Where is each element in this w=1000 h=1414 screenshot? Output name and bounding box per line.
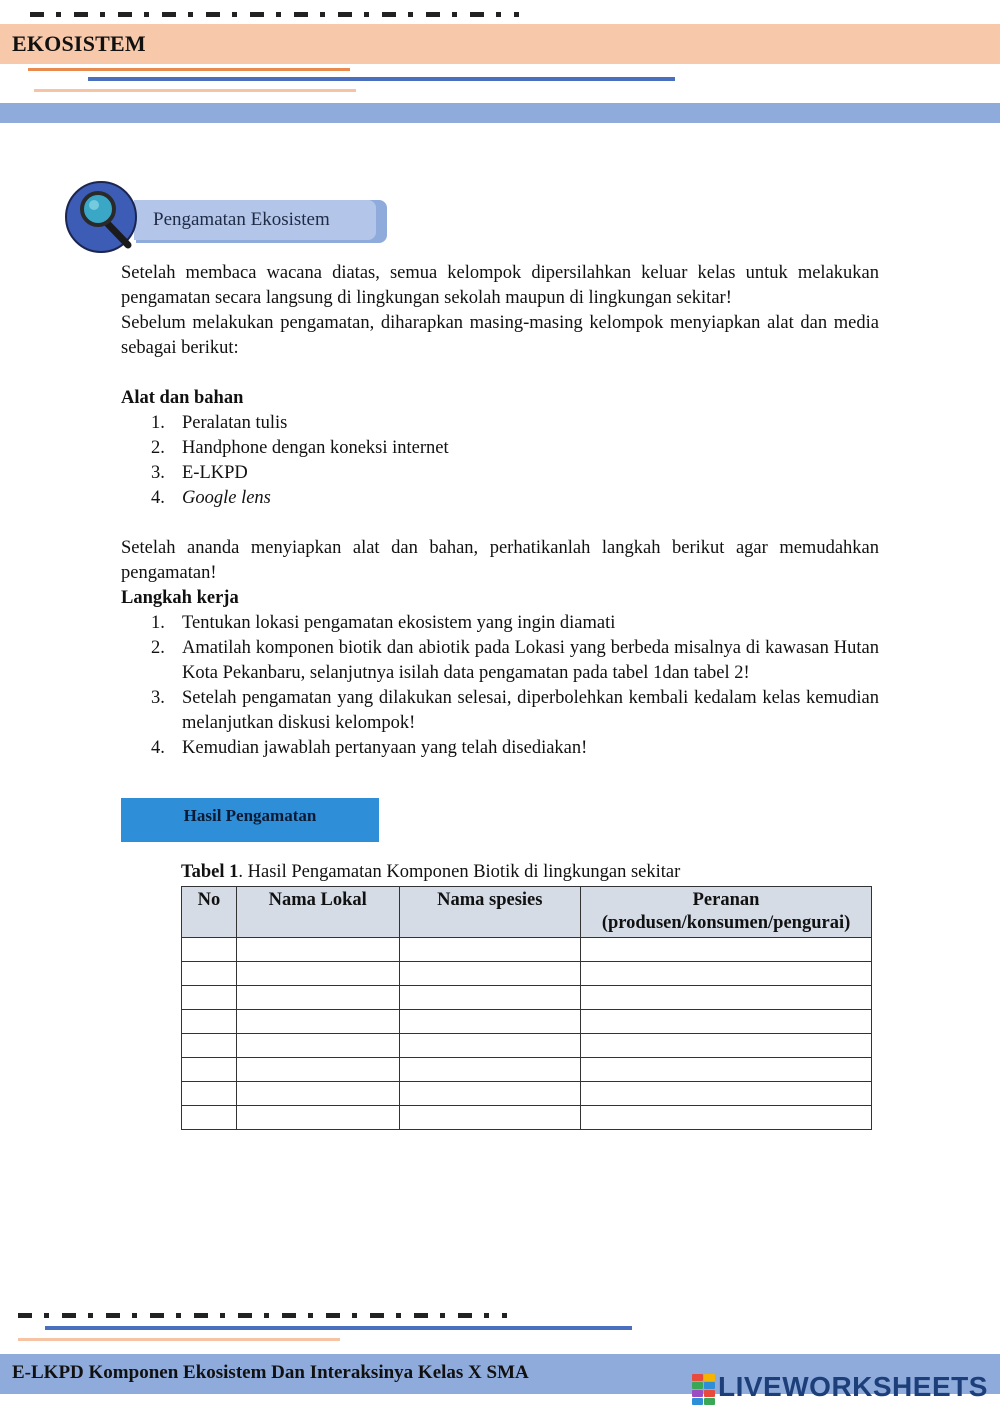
table-row [182,1010,872,1034]
magnifier-icon [64,181,142,259]
table-cell[interactable] [236,1058,399,1082]
table-cell[interactable] [236,962,399,986]
table-cell[interactable] [399,1034,581,1058]
section-badge-label: Pengamatan Ekosistem [153,209,330,230]
table-caption: Tabel 1. Hasil Pengamatan Komponen Biotik di lingkungan sekitar [181,862,681,882]
list-item: 4. Google lens [151,488,271,508]
header-underline-peach [34,89,356,92]
steps-heading: Langkah kerja [121,588,239,608]
list-item: 3. Setelah pengamatan yang dilakukan selesai, diperbolehkan kembali kedalam kelas kemudian melanjutkan diskusi kelompok! [151,688,879,733]
list-item: 2. Handphone dengan koneksi internet [151,438,449,458]
header-underline-blue [88,77,675,81]
column-header-nama-lokal: Nama Lokal [236,887,399,938]
table-row [182,1058,872,1082]
list-item: 2. Amatilah komponen biotik dan abiotik pada Lokasi yang berbeda misalnya di kawasan Hutan Kota Pekanbaru, selanjutnya isilah data pengamatan pada tabel 1dan tabel 2! [151,638,879,683]
table-row [182,986,872,1010]
table-cell[interactable] [182,1082,237,1106]
table-cell[interactable] [236,1106,399,1130]
table-cell[interactable] [182,1010,237,1034]
column-header-peranan: Peranan (produsen/konsumen/pengurai) [581,887,872,938]
table-cell[interactable] [581,1058,872,1082]
footer-line-peach [18,1338,340,1341]
transition-paragraph: Setelah ananda menyiapkan alat dan bahan, perhatikanlah langkah berikut agar memudahkan pengamatan! [121,538,879,583]
intro-paragraph-2: Sebelum melakukan pengamatan, diharapkan masing-masing kelompok menyiapkan alat dan media sebagai berikut: [121,313,879,358]
observation-table [181,886,872,1130]
table-cell[interactable] [581,1082,872,1106]
top-dash-decoration [30,12,540,18]
table-row [182,938,872,962]
table-cell[interactable] [399,962,581,986]
bottom-dash-decoration [18,1313,528,1319]
column-header-nama-spesies: Nama spesies [399,887,581,938]
table-cell[interactable] [236,1034,399,1058]
page-title: EKOSISTEM [12,31,146,56]
steps-list [121,611,879,761]
header-underline-orange [28,68,350,71]
table-cell[interactable] [581,962,872,986]
column-header-no: No [182,887,237,938]
header-band [0,24,1000,64]
table-header-row [182,887,872,938]
table-cell[interactable] [236,986,399,1010]
table-cell[interactable] [581,1010,872,1034]
table-cell[interactable] [581,1034,872,1058]
table-cell[interactable] [399,1058,581,1082]
table-cell[interactable] [581,986,872,1010]
materials-heading: Alat dan bahan [121,388,244,408]
list-item: 1. Peralatan tulis [151,413,288,433]
intro-paragraph-1: Setelah membaca wacana diatas, semua kelompok dipersilahkan keluar kelas untuk melakukan pengamatan secara langsung di lingkungan sekolah maupun di lingkungan sekitar! [121,263,879,308]
table-cell[interactable] [182,962,237,986]
table-cell[interactable] [182,1058,237,1082]
table-cell[interactable] [182,986,237,1010]
header-blue-band [0,103,1000,123]
footer-line-blue [45,1326,632,1330]
table-cell[interactable] [581,938,872,962]
table-cell[interactable] [399,986,581,1010]
table-cell[interactable] [399,1010,581,1034]
footer-title: E-LKPD Komponen Ekosistem Dan Interaksinya Kelas X SMA [12,1362,529,1383]
list-item: 4. Kemudian jawablah pertanyaan yang telah disediakan! [151,738,588,758]
results-label: Hasil Pengamatan [183,806,317,825]
list-item: 3. E-LKPD [151,463,248,483]
table-row [182,1082,872,1106]
table-cell[interactable] [236,1010,399,1034]
table-row [182,1106,872,1130]
table-cell[interactable] [236,938,399,962]
liveworksheets-logo-icon [692,1374,716,1406]
list-item: 1. Tentukan lokasi pengamatan ekosistem yang ingin diamati [151,613,616,633]
table-cell[interactable] [399,1082,581,1106]
table-cell[interactable] [236,1082,399,1106]
materials-list [121,411,879,511]
liveworksheets-logo-text: LIVEWORKSHEETS [718,1371,988,1402]
table-cell[interactable] [182,938,237,962]
table-row [182,962,872,986]
table-cell[interactable] [581,1106,872,1130]
table-cell[interactable] [399,938,581,962]
table-row [182,1034,872,1058]
table-cell[interactable] [182,1034,237,1058]
table-cell[interactable] [182,1106,237,1130]
table-cell[interactable] [399,1106,581,1130]
